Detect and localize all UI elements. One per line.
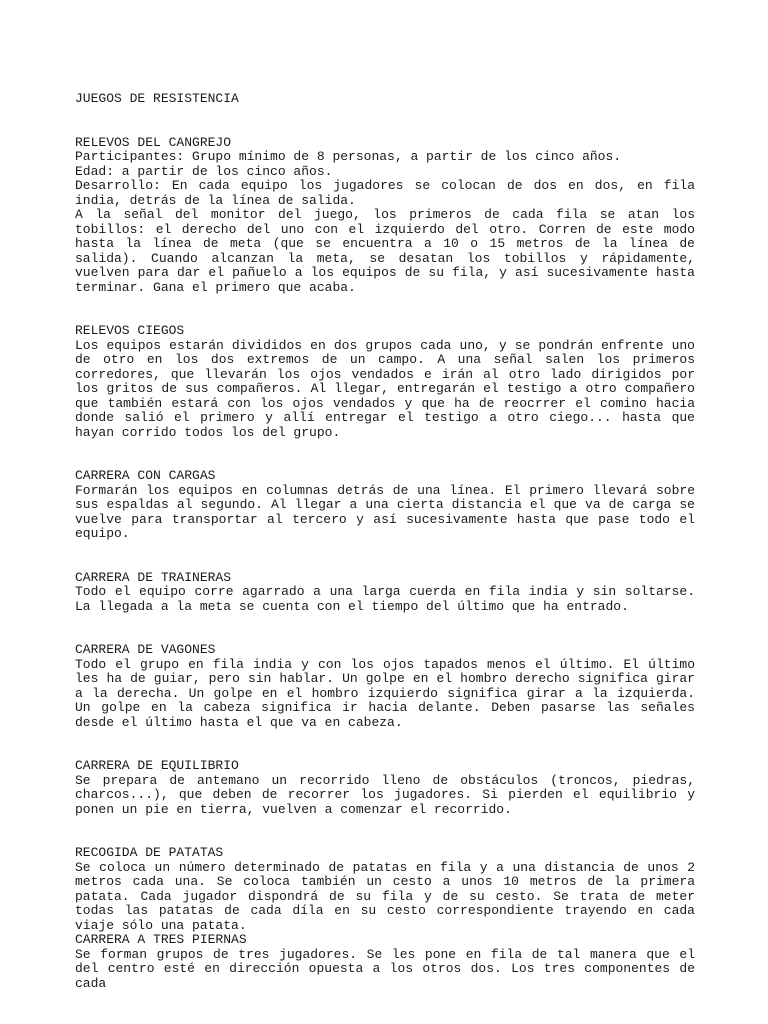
paragraph: Se prepara de antemano un recorrido lleno de obstáculos (troncos, piedras, charcos...), que deben de recorrer los jugadores. Si pierden el equilibrio y ponen un pie en tierra, vuelven a comenzar el recorrido. [75,772,695,817]
section-heading: RELEVOS CIEGOS [75,323,185,338]
paragraph: Edad: a partir de los cinco años. [75,163,333,179]
section-heading: RECOGIDA DE PATATAS [75,845,224,860]
section-heading: RELEVOS DEL CANGREJO [75,134,232,150]
document-page [75,92,695,991]
paragraph: Participantes: Grupo mínimo de 8 personas, a partir de los cinco años. [75,149,622,164]
paragraph: Todo el equipo corre agarrado a una larga cuerda en fila india y sin soltarse. La llegada a la meta se cuenta con el tiempo del último que ha entrado. [75,584,695,614]
section-carrera-de-equilibrio [75,759,695,817]
section-heading: CARRERA CON CARGAS [75,468,216,483]
paragraph: Todo el grupo en fila india y con los ojos tapados menos el último. El último les ha de guiar, pero sin hablar. Un golpe en el hombro derecho significa girar a la derecha. Un golpe en el hombro izquierdo significa girar a la izquierda. Un golpe en la cabeza significa ir hacia delante. Deben pasarse las señales desde el último hasta el que va en cabeza. [75,656,695,730]
section-heading: CARRERA DE TRAINERAS [75,569,232,585]
section-carrera-de-vagones [75,643,695,730]
section-carrera-con-cargas [75,469,695,542]
section-recogida-de-patatas [75,846,695,933]
section-heading: CARRERA DE VAGONES [75,642,216,657]
document-title: JUEGOS DE RESISTENCIA [75,91,239,106]
paragraph: Desarrollo: En cada equipo los jugadores se colocan de dos en dos, en fila india, detrás de la línea de salida. [75,178,695,208]
section-heading: CARRERA DE EQUILIBRIO [75,758,239,773]
paragraph: Formarán los equipos en columnas detrás de una línea. El primero llevará sobre sus espaldas al segundo. Al llegar a una cierta distancia el que va de carga se vuelve para transportar al tercero y así sucesivamente hasta que pase todo el equipo. [75,482,695,541]
section-relevos-ciegos [75,324,695,440]
paragraph: A la señal del monitor del juego, los primeros de cada fila se atan los tobillos: el derecho del uno con el izquierdo del otro. Corren de este modo hasta la línea de meta (que se encuentra a 10 o 15 metros de la línea de salida). Cuando alcanzan la meta, se desatan los tobillos y rápidamente, vuelven para dar el pañuelo a los equipos de su fila, y así sucesivamente hasta terminar. Gana el primero que acaba. [75,207,695,295]
section-carrera-a-tres-piernas [75,933,695,991]
section-relevos-del-cangrejo [75,136,695,296]
section-heading: CARRERA A TRES PIERNAS [75,932,247,947]
section-carrera-de-traineras [75,571,695,615]
paragraph: Se coloca un número determinado de patatas en fila y a una distancia de unos 2 metros cada una. Se coloca también un cesto a unos 10 metros de la primera patata. Cada jugador dispondrá de su fila y de su cesto. Se trata de meter todas las patatas de cada díla en su cesto correspondiente trayendo en cada viaje sólo una patata. [75,859,695,933]
paragraph: Se forman grupos de tres jugadores. Se les pone en fila de tal manera que el del centro esté en dirección opuesta a los otros dos. Los tres componentes de cada [75,946,695,991]
paragraph: Los equipos estarán divididos en dos grupos cada uno, y se pondrán enfrente uno de otro en los dos extremos de un campo. A una señal salen los primeros corredores, que llevarán los ojos vendados e irán al otro lado dirigidos por los gritos de sus compañeros. Al llegar, entregarán el testigo a otro compañero que también estará con los ojos vendados y que ha de reocrrer el comino hacia donde salió el primero y allí entregar el testigo a otro ciego... hasta que hayan corrido todos los del grupo. [75,337,695,440]
